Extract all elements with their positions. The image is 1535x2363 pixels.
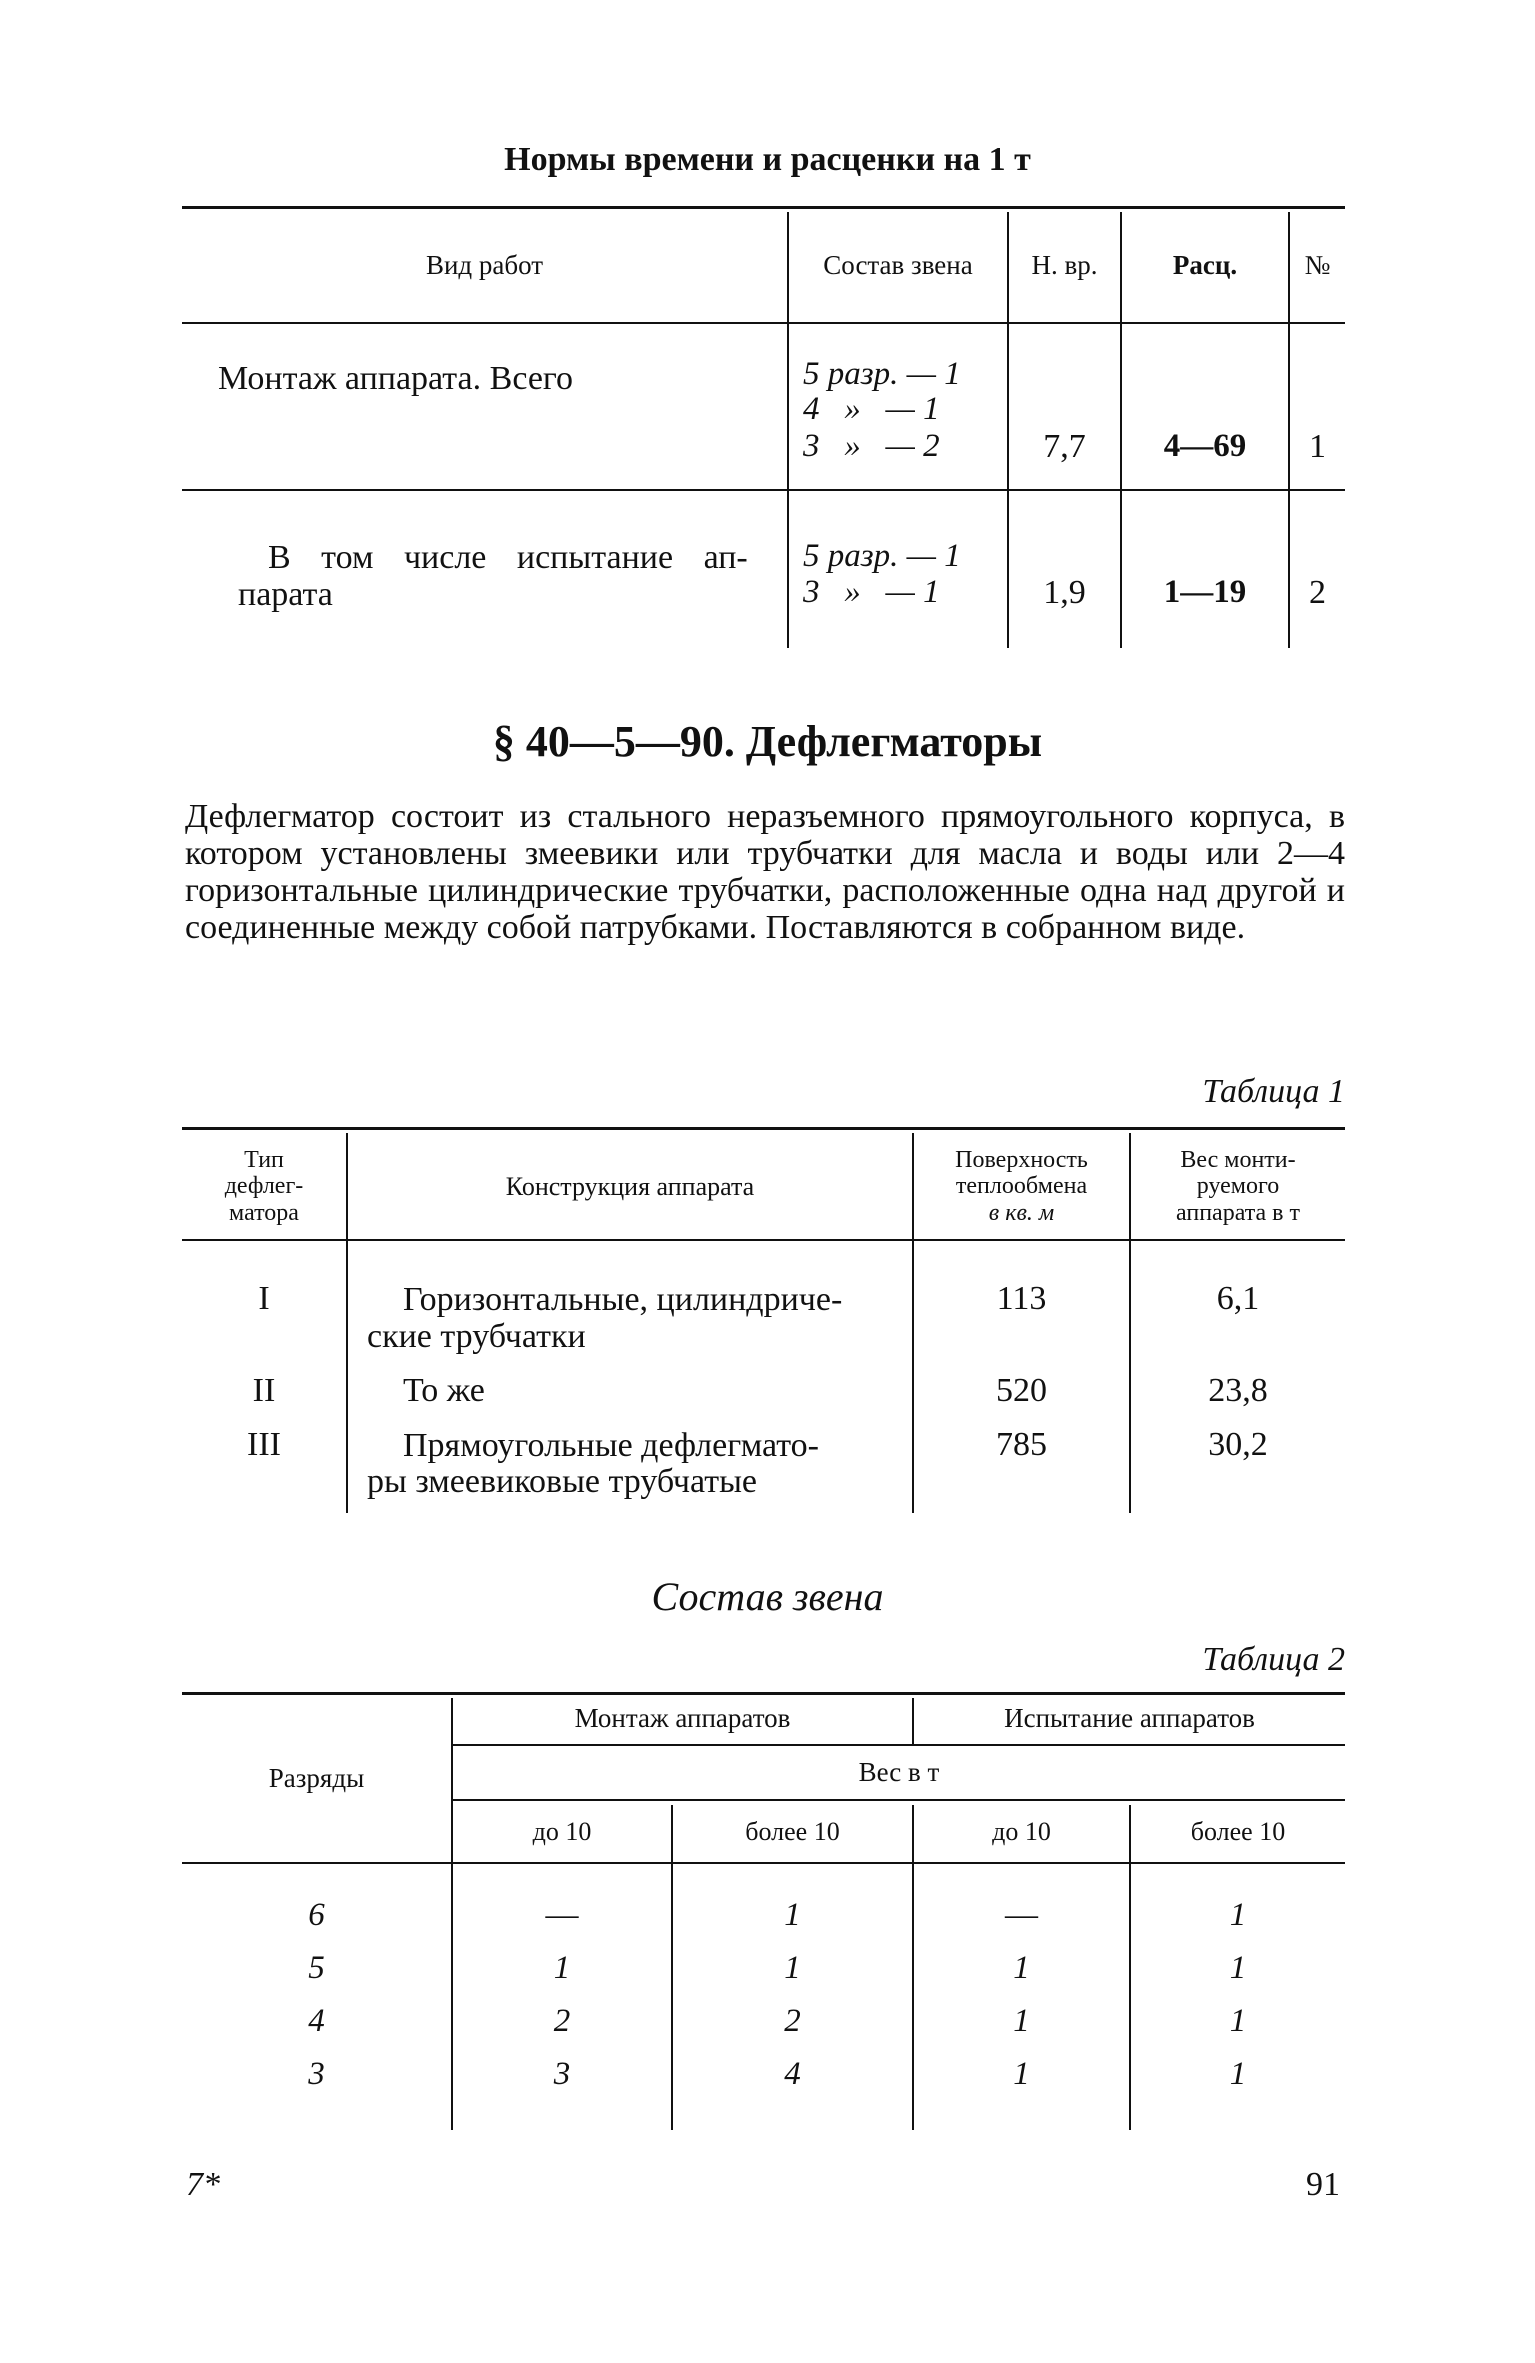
t1-row3-surface: 785 [996,1426,1047,1463]
t1-header-type-1: Тип [244,1147,284,1173]
t1-header-type-3: матора [229,1200,299,1226]
section-paragraph: Дефлегматор состоит из стального неразъемного прямоугольного корпуса, в котором установлены змеевики или трубчатки для масла и воды или 2—4 горизонтальные цилиндрические трубчатки, расположенные одна над другой и соединенные между собой патрубками. Поставляются в собранном виде. [185,798,1345,946]
t1-header-construction: Конструкция аппарата [505,1172,755,1201]
t2-row3-grade: 4 [308,2003,325,2039]
t1-header-surface-2: теплообмена [955,1173,1088,1199]
row2-crew-line1: 5 разр. — 1 [803,538,961,574]
t2-row4-v4: 1 [1229,2056,1247,2092]
t1-row2-surface: 520 [996,1372,1047,1409]
t2-row1-v2: 1 [784,1897,801,1933]
t1-row3-weight: 30,2 [1208,1426,1268,1463]
t2-sub-test-over10: более 10 [1190,1817,1286,1846]
t2-row1-v1: — [545,1897,579,1933]
t1-row1-type: I [258,1280,270,1317]
row1-work: Монтаж аппарата. Всего [218,360,574,397]
row2-work-line1: В том числе испытание ап- [268,539,748,576]
t1-row3-construction-1: Прямоугольные дефлегмато- [403,1427,819,1464]
t1-header-surface-3: в кв. м [988,1200,1055,1226]
row1-time: 7,7 [1043,428,1086,465]
t2-row2-grade: 5 [308,1950,325,1986]
t2-header-grades: Разряды [268,1763,365,1793]
t2-sub-mount-over10: более 10 [745,1817,840,1846]
t1-header-weight-3: аппарата в т [1176,1200,1300,1226]
t1-row1-construction-2: ские трубчатки [367,1318,586,1355]
t2-header-weight: Вес в т [858,1757,940,1787]
t2-header-mount: Монтаж аппаратов [574,1703,791,1733]
header-number: № [1304,250,1331,280]
row2-time: 1,9 [1043,574,1086,611]
t1-row1-construction-1: Горизонтальные, цилиндриче- [403,1281,843,1318]
t2-sub-mount-upto10: до 10 [532,1817,592,1846]
row2-number: 2 [1309,574,1326,611]
row1-crew-line1: 5 разр. — 1 [803,356,961,392]
row1-rate: 4—69 [1163,428,1247,464]
t2-row3-v3: 1 [1013,2003,1030,2039]
t2-row3-v2: 2 [784,2003,801,2039]
t2-sub-test-upto10: до 10 [992,1817,1051,1846]
t2-row3-v1: 2 [553,2003,571,2039]
t2-row4-grade: 3 [308,2056,325,2092]
section-title: § 40—5—90. Дефлегматоры [492,717,1043,766]
t1-header-weight-2: руемого [1196,1173,1280,1199]
t2-row1-v3: — [1005,1897,1038,1933]
t2-row1-v4: 1 [1229,1897,1247,1933]
table2-title: Состав звена [651,1574,884,1619]
t2-row2-v1: 1 [553,1950,571,1986]
t1-row1-weight: 6,1 [1216,1280,1260,1317]
t1-row2-weight: 23,8 [1208,1372,1268,1409]
t2-header-test: Испытание аппаратов [1004,1703,1255,1733]
t1-row3-construction-2: ры змеевиковые трубчатые [367,1463,758,1500]
t1-header-type-2: дефлег- [224,1173,304,1199]
header-rate: Расц. [1172,250,1238,280]
row1-crew-line3: 3 » — 2 [803,428,940,464]
header-time-norm: Н. вр. [1031,250,1098,280]
page-number: 91 [1306,2166,1340,2203]
t2-row3-v4: 1 [1229,2003,1247,2039]
header-work-type: Вид работ [425,250,544,280]
header-crew: Состав звена [823,250,973,280]
signature-mark: 7* [186,2166,220,2203]
t1-row1-surface: 113 [996,1280,1047,1317]
t1-header-surface-1: Поверхность [955,1147,1088,1173]
page-title: Нормы времени и расценки на 1 т [504,141,1031,178]
row2-work-line2: парата [238,576,333,613]
t1-header-weight-1: Вес монти- [1180,1147,1296,1173]
t1-row2-type: II [252,1372,276,1409]
t2-row2-v3: 1 [1013,1950,1030,1986]
row1-crew-line2: 4 » — 1 [803,391,940,427]
row1-number: 1 [1309,428,1326,465]
t2-row2-v2: 1 [784,1950,801,1986]
row2-rate: 1—19 [1163,574,1247,610]
t1-row2-construction: То же [403,1372,485,1409]
t2-row4-v3: 1 [1013,2056,1030,2092]
row2-crew-line2: 3 » — 1 [803,574,940,610]
t2-row1-grade: 6 [308,1897,325,1933]
t2-row2-v4: 1 [1229,1950,1247,1986]
t2-row4-v1: 3 [553,2056,571,2092]
table1-caption: Таблица 1 [1202,1073,1345,1110]
t1-row3-type: III [247,1426,281,1463]
table2-caption: Таблица 2 [1202,1641,1345,1678]
t2-row4-v2: 4 [784,2056,801,2092]
